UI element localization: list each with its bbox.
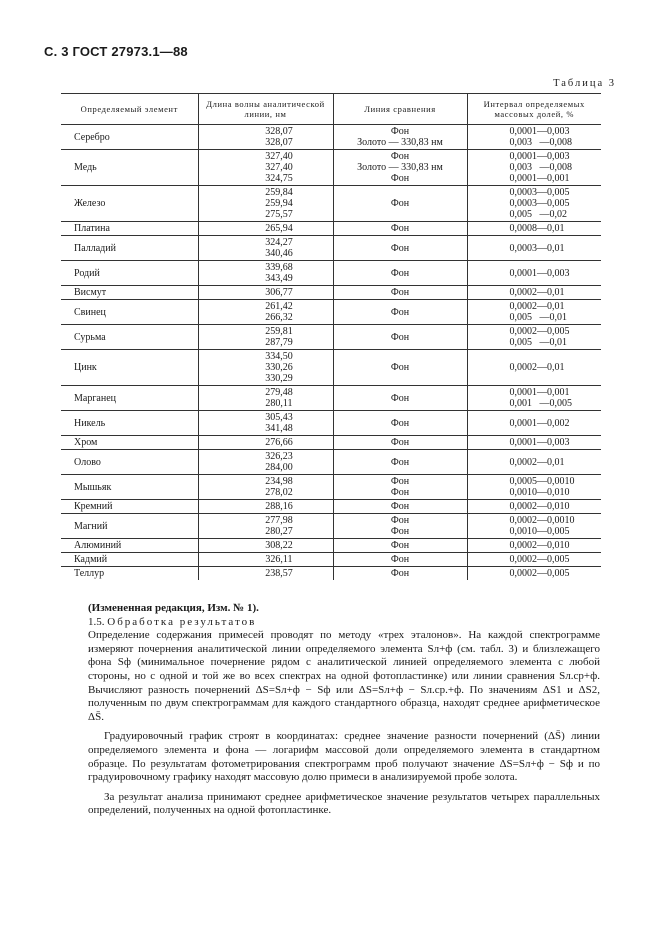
paragraph-result: За результат анализа принимают среднее арифметическое значение результатов четырех параллельных определений, полученных на одной фотопластинке. [88,790,600,817]
wavelength-cell [198,236,333,261]
wavelength-cell [198,411,333,436]
element-cell: Олово [61,450,198,475]
reference-cell [333,350,467,386]
interval-cell [467,300,601,325]
reference-cell-line: Фон [390,437,410,448]
element-cell: Сурьма [61,325,198,350]
interval-cell [467,325,601,350]
reference-cell-line: Фон [390,554,410,565]
table-row [61,411,601,436]
interval-cell-line: 0,0001—0,002 [509,417,570,429]
wavelength-cell [198,514,333,539]
wavelength-cell-line: 327,40 [265,151,293,162]
table-row [61,222,601,236]
element-cell: Свинец [61,300,198,325]
reference-cell-line: Фон [390,392,410,404]
reference-cell-line: Золото — 330,83 нм [357,137,443,148]
reference-cell [333,125,467,150]
wavelength-cell-line: 234,98 [265,476,293,487]
reference-cell-line: Фон [390,526,410,537]
interval-cell [467,286,601,300]
table-row [61,500,601,514]
interval-cell [467,125,601,150]
wavelength-cell [198,125,333,150]
section-title: Обработка результатов [107,615,257,628]
reference-cell-line: Фон [390,126,410,137]
wavelength-cell-line: 306,77 [265,287,293,298]
element-cell: Кремний [61,500,198,514]
interval-cell-line: 0,003 —0,008 [509,162,572,173]
reference-cell [333,222,467,236]
wavelength-cell-line: 284,00 [265,462,293,473]
interval-cell-line: 0,0001—0,003 [509,151,570,162]
interval-cell [467,150,601,186]
interval-cell-line: 0,0003—0,005 [509,187,570,198]
wavelength-cell-line: 278,02 [265,487,293,498]
interval-cell-line: 0,005 —0,02 [509,209,567,220]
wavelength-cell-line: 330,29 [265,373,293,384]
reference-cell [333,450,467,475]
interval-cell [467,186,601,222]
wavelength-cell [198,500,333,514]
wavelength-cell-line: 279,48 [265,387,293,398]
wavelength-cell [198,436,333,450]
table-caption: Таблица 3 [553,78,616,89]
table-body [61,125,601,581]
section-number: 1.5. [88,615,105,628]
interval-cell [467,350,601,386]
reference-cell-line: Фон [390,456,410,468]
table-row [61,539,601,553]
data-table [61,93,601,580]
interval-cell-line: 0,0001—0,003 [509,126,570,137]
interval-cell [467,539,601,553]
section-heading [88,616,600,630]
wavelength-cell [198,450,333,475]
wavelength-cell-line: 276,66 [265,437,293,448]
reference-cell-line: Фон [390,173,410,184]
wavelength-cell [198,150,333,186]
interval-cell-line: 0,003 —0,008 [509,137,572,148]
wavelength-cell-line: 280,11 [265,398,293,409]
interval-cell-line: 0,0002—0,010 [509,501,570,512]
column-header-element: Определяемый элемент [61,94,198,125]
reference-cell-line: Фон [390,417,410,429]
table-row [61,186,601,222]
interval-cell [467,236,601,261]
reference-cell-line: Фон [390,515,410,526]
wavelength-cell-line: 265,94 [265,223,293,234]
reference-cell-line: Фон [390,267,410,279]
reference-cell [333,475,467,500]
reference-cell-line: Фон [390,287,410,298]
interval-cell-line: 0,0010—0,010 [509,487,570,498]
wavelength-cell-line: 266,32 [265,312,293,323]
element-cell: Кадмий [61,553,198,567]
interval-cell-line: 0,0008—0,01 [509,223,565,234]
reference-cell [333,261,467,286]
wavelength-cell-line: 326,23 [265,451,293,462]
table-row [61,300,601,325]
interval-cell-line: 0,0001—0,001 [509,173,570,184]
reference-cell [333,150,467,186]
interval-cell [467,222,601,236]
wavelength-cell-line: 324,75 [265,173,293,184]
wavelength-cell-line: 330,26 [265,362,293,373]
interval-cell [467,450,601,475]
amendment-note: (Измененная редакция, Изм. № 1). [88,602,259,614]
table-row [61,350,601,386]
wavelength-cell-line: 305,43 [265,412,293,423]
wavelength-cell [198,350,333,386]
interval-cell-line: 0,0002—0,005 [509,554,570,565]
wavelength-cell-line: 339,68 [265,262,293,273]
interval-cell-line: 0,0005—0,0010 [509,476,575,487]
reference-cell-line: Фон [390,568,410,579]
reference-cell [333,186,467,222]
element-cell: Железо [61,186,198,222]
wavelength-cell-line: 340,46 [265,248,293,259]
interval-cell [467,500,601,514]
wavelength-cell [198,222,333,236]
element-cell: Никель [61,411,198,436]
table-row [61,125,601,150]
reference-cell-line: Фон [390,540,410,551]
wavelength-cell-line: 343,49 [265,273,293,284]
table-row [61,436,601,450]
wavelength-cell-line: 328,07 [265,126,293,137]
table-row [61,261,601,286]
wavelength-cell [198,386,333,411]
interval-cell-line: 0,0002—0,005 [509,568,570,579]
reference-cell-line: Фон [390,476,410,487]
wavelength-cell-line: 238,57 [265,568,293,579]
wavelength-cell-line: 334,50 [265,351,293,362]
element-cell: Магний [61,514,198,539]
wavelength-cell [198,300,333,325]
reference-cell-line: Фон [390,501,410,512]
interval-cell-line: 0,0002—0,01 [509,287,565,298]
reference-cell [333,286,467,300]
wavelength-cell-line: 259,81 [265,326,293,337]
wavelength-cell [198,553,333,567]
table-row [61,475,601,500]
wavelength-cell-line: 308,22 [265,540,293,551]
wavelength-cell-line: 288,16 [265,501,293,512]
interval-cell [467,567,601,581]
reference-cell-line: Фон [390,151,410,162]
reference-cell-line: Фон [390,306,410,318]
table-row [61,514,601,539]
table-row [61,567,601,581]
interval-cell-line: 0,0003—0,01 [509,242,565,254]
table-row [61,286,601,300]
interval-cell-line: 0,0002—0,01 [509,456,565,468]
paragraph-calibration: Градуировочный график строят в координатах: среднее значение разности почернений (ΔS̄) линии определяемого элемента и фона — логарифм массовой доли определяемого элемента в стандартном образце. По результатам фотометрирования спектрограмм проб получают значение ΔS=Sл+ф − Sф и по градуировочному графику находят массовую долю примеси в анализируемой пробе золота. [88,730,600,784]
wavelength-cell-line: 277,98 [265,515,293,526]
interval-cell [467,261,601,286]
wavelength-cell-line: 328,07 [265,137,293,148]
interval-cell [467,553,601,567]
reference-cell [333,411,467,436]
element-cell: Алюминий [61,539,198,553]
reference-cell-line: Фон [390,362,410,373]
reference-cell-line: Фон [390,198,410,209]
interval-cell [467,475,601,500]
reference-cell-line: Фон [390,242,410,254]
wavelength-cell [198,261,333,286]
reference-cell-line: Фон [390,331,410,343]
interval-cell-line: 0,005 —0,01 [509,312,567,323]
reference-cell-line: Золото — 330,83 нм [357,162,443,173]
element-cell: Платина [61,222,198,236]
reference-cell [333,325,467,350]
element-cell: Медь [61,150,198,186]
reference-cell-line: Фон [390,223,410,234]
reference-cell [333,236,467,261]
interval-cell [467,386,601,411]
wavelength-cell-line: 275,57 [265,209,293,220]
reference-cell [333,514,467,539]
table-header-row [61,94,601,125]
reference-cell [333,500,467,514]
interval-cell-line: 0,0002—0,0010 [509,515,575,526]
body-text [88,602,600,818]
interval-cell-line: 0,0002—0,01 [509,301,565,312]
table-row [61,150,601,186]
wavelength-cell-line: 261,42 [265,301,293,312]
interval-cell-line: 0,001 —0,005 [509,398,572,409]
table-row [61,236,601,261]
wavelength-cell [198,567,333,581]
wavelength-cell [198,475,333,500]
interval-cell-line: 0,0002—0,01 [509,362,565,373]
wavelength-cell-line: 280,27 [265,526,293,537]
element-cell: Висмут [61,286,198,300]
element-cell: Серебро [61,125,198,150]
table-row [61,325,601,350]
interval-cell-line: 0,0002—0,005 [509,326,570,337]
wavelength-cell-line: 287,79 [265,337,293,348]
element-cell: Теллур [74,568,105,579]
wavelength-cell [198,325,333,350]
interval-cell-line: 0,005 —0,01 [509,337,567,348]
reference-cell [333,436,467,450]
wavelength-cell-line: 259,84 [265,187,293,198]
wavelength-cell [198,186,333,222]
interval-cell [467,514,601,539]
reference-cell-line: Фон [390,487,410,498]
reference-cell [333,386,467,411]
wavelength-cell-line: 326,11 [265,554,293,565]
reference-cell [333,567,467,581]
wavelength-cell [198,539,333,553]
interval-cell-line: 0,0010—0,005 [509,526,570,537]
element-cell: Родий [61,261,198,286]
interval-cell [467,436,601,450]
element-cell: Цинк [61,350,198,386]
interval-cell-line: 0,0003—0,005 [509,198,570,209]
interval-cell [467,411,601,436]
wavelength-cell-line: 327,40 [265,162,293,173]
reference-cell [333,300,467,325]
table-row [61,553,601,567]
element-cell: Мышьяк [61,475,198,500]
page-header: С. 3 ГОСТ 27973.1—88 [44,44,188,59]
interval-cell-line: 0,0001—0,003 [509,437,570,448]
reference-cell [333,539,467,553]
table-row [61,450,601,475]
reference-cell [333,553,467,567]
wavelength-cell-line: 324,27 [265,237,293,248]
interval-cell-line: 0,0001—0,001 [509,387,570,398]
element-cell: Марганец [61,386,198,411]
wavelength-cell-line: 341,48 [265,423,293,434]
element-cell: Хром [61,436,198,450]
column-header-reference: Линия сравнения [333,94,467,125]
element-cell: Палладий [61,236,198,261]
interval-cell-line: 0,0002—0,010 [509,540,570,551]
column-header-wavelength: Длина волны аналитической линии, нм [198,94,333,125]
table-row [61,386,601,411]
wavelength-cell [198,286,333,300]
column-header-interval: Интервал определяемых массовых долей, % [467,94,601,125]
interval-cell-line: 0,0001—0,003 [509,267,570,279]
wavelength-cell-line: 259,94 [265,198,293,209]
paragraph-method: Определение содержания примесей проводят по методу «трех эталонов». На каждой спектрограмме измеряют почернения аналитической линии определяемого элемента Sл+ф (см. табл. 3) и близлежащего фона Sф (минимальное почернение рядом с аналитической линией определяемого элемента с любой стороны, но с одной и той же во всех спектрах на одной фотопластинке) или линии сравнения Sл.ср+ф. Вычисляют разность почернений ΔS=Sл+ф − Sф или ΔS=Sл+ф − Sл.ср.+ф. По значениям ΔS1 и ΔS2, полученным по двум спектрограммам для каждого стандартного образца, находят среднее арифметическое ΔS̄. [88,629,600,723]
